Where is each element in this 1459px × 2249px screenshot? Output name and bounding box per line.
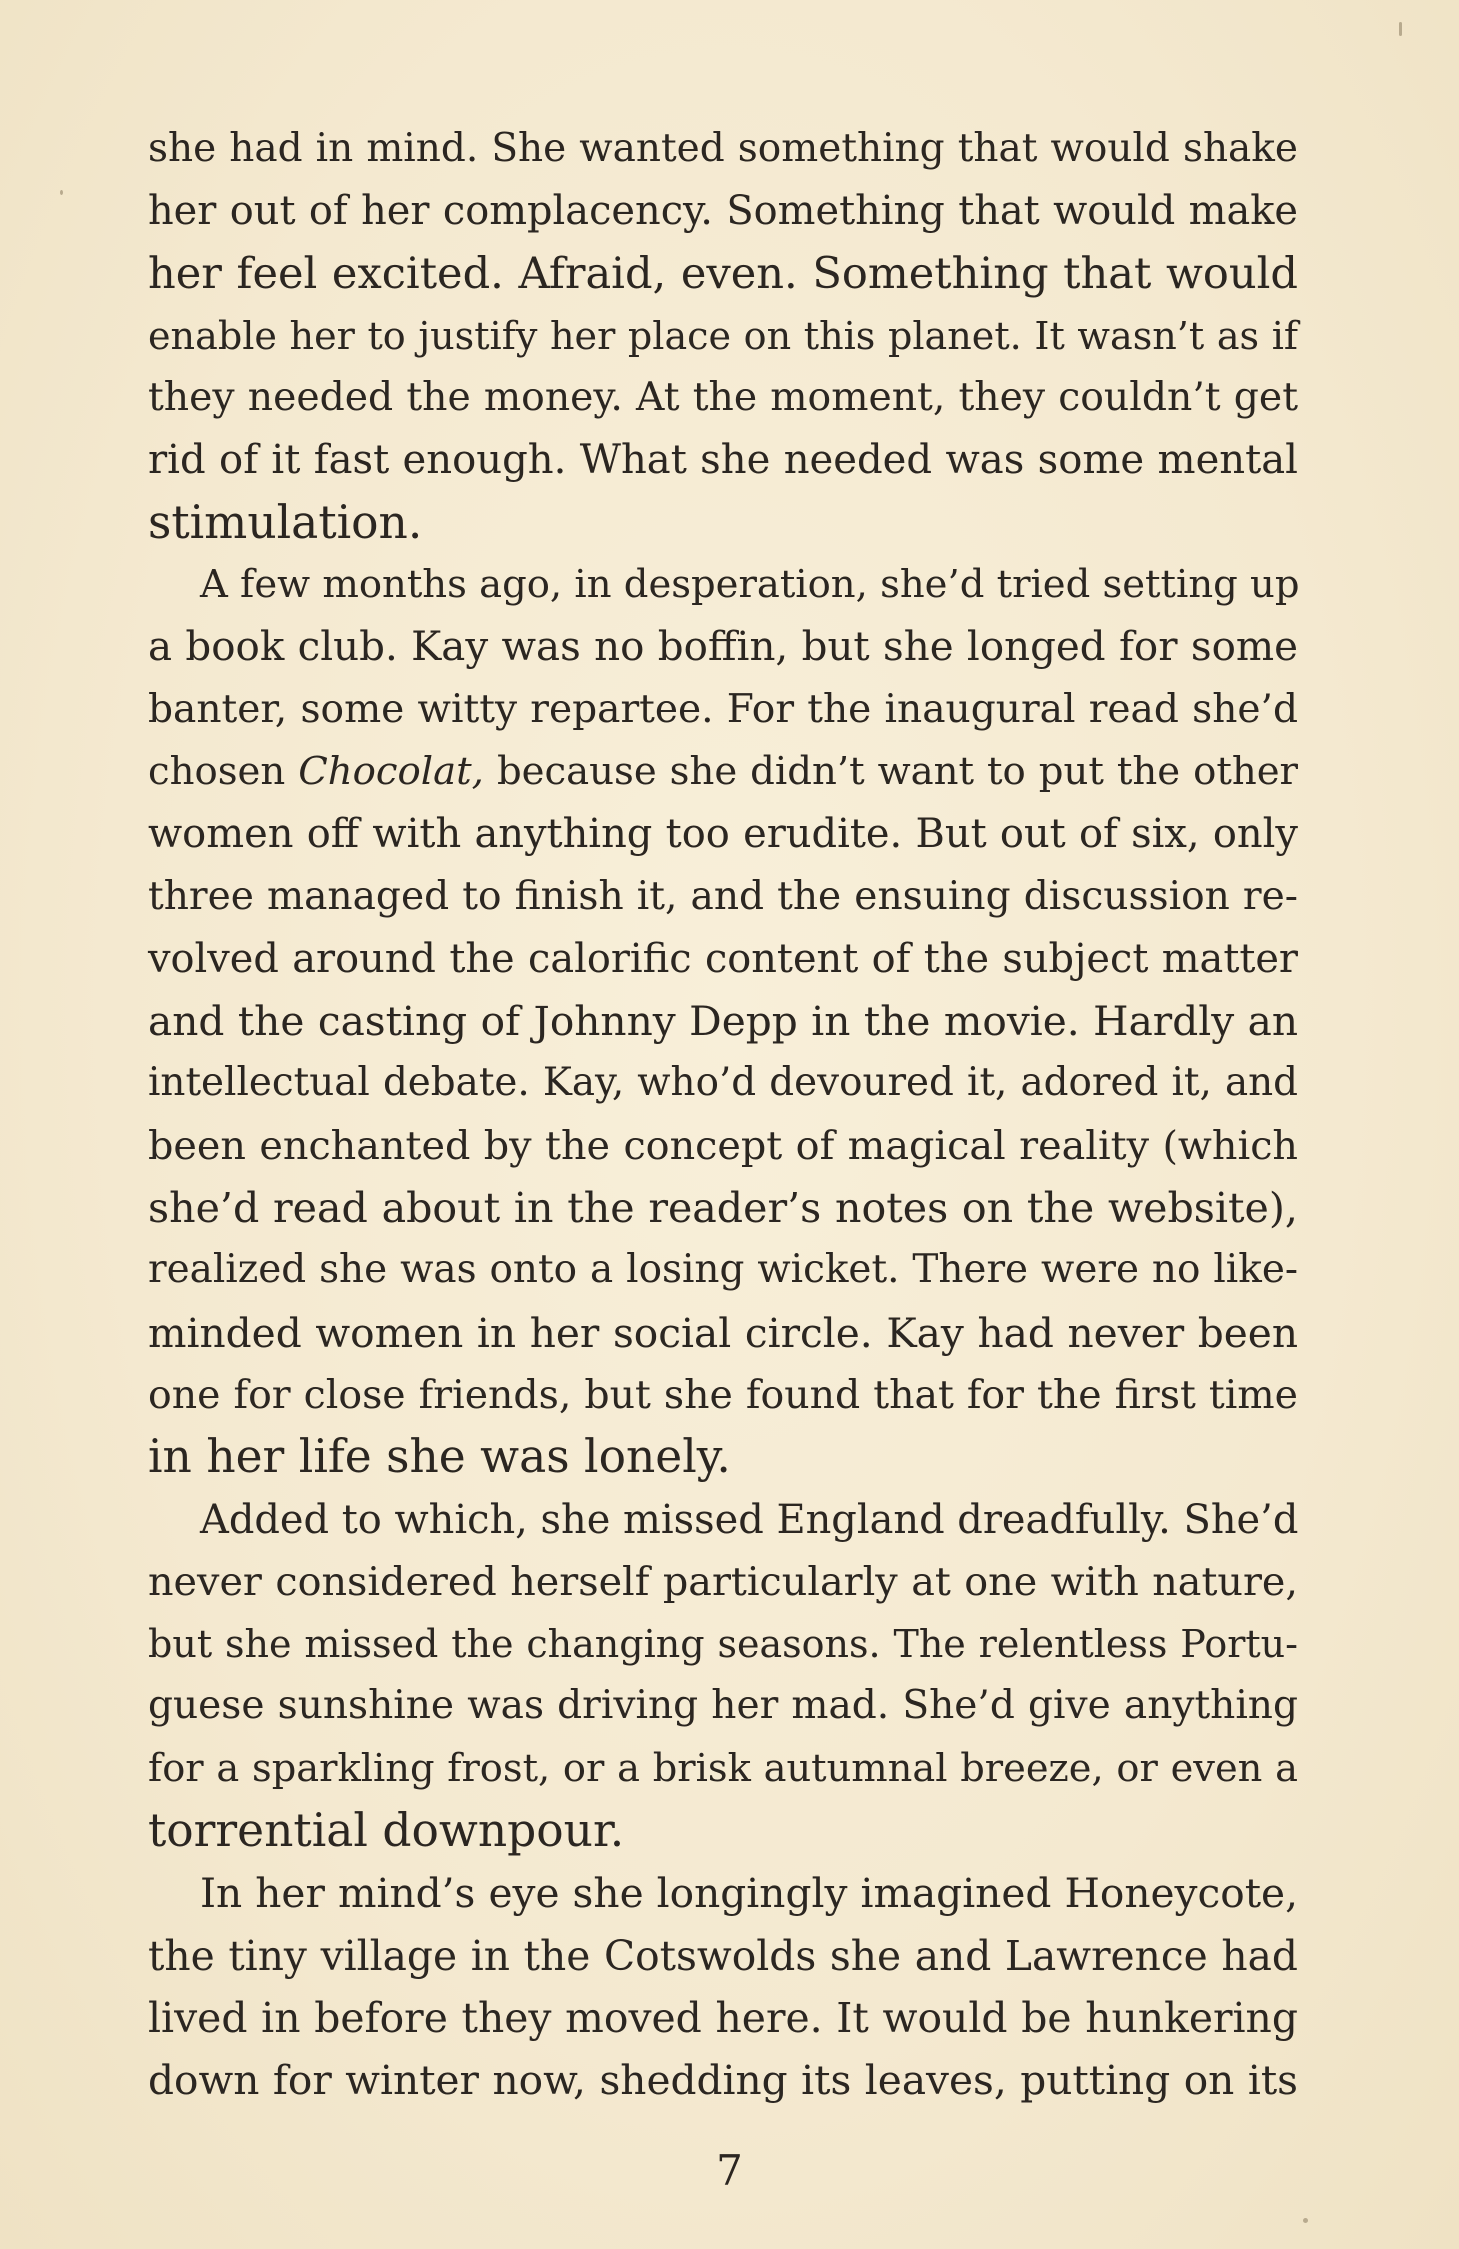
text-line: never considered herself particularly at one with nature, xyxy=(148,1558,1298,1605)
text-line: her out of her complacency. Something that would make xyxy=(148,188,1298,235)
book-title-italic: Chocolat, xyxy=(298,748,484,794)
text-segment: because she didn’t want to put the other xyxy=(496,748,1299,794)
text-line: guese sunshine was driving her mad. She’d give anything xyxy=(148,1683,1298,1729)
body-text xyxy=(148,118,1298,2112)
text-line: enable her to justify her place on this planet. It wasn’t as if xyxy=(148,313,1298,358)
text-line: a book club. Kay was no boffin, but she longed for some xyxy=(148,623,1298,671)
text-line: rid of it fast enough. What she needed was some mental xyxy=(148,437,1298,484)
text-line: but she missed the changing seasons. The relentless Portu- xyxy=(148,1622,1298,1667)
text-line: In her mind’s eye she longingly imagined Honeycote, xyxy=(200,1869,1298,1918)
text-line: women off with anything too erudite. But out of six, only xyxy=(148,811,1298,858)
text-line: lived in before they moved here. It would be hunkering xyxy=(148,1993,1298,2042)
text-line: banter, some witty repartee. For the inaugural read she’d xyxy=(148,686,1298,732)
text-line: down for winter now, shedding its leaves, putting on its xyxy=(148,2056,1298,2105)
text-line: she had in mind. She wanted something that would shake xyxy=(148,126,1298,171)
text-line: for a sparkling frost, or a brisk autumnal breeze, or even a xyxy=(148,1745,1298,1791)
text-line: intellectual debate. Kay, who’d devoured it, adored it, and xyxy=(148,1060,1298,1106)
paper-speck xyxy=(1399,22,1402,36)
text-line-with-title xyxy=(148,741,1298,803)
text-line: realized she was onto a losing wicket. There were no like- xyxy=(148,1247,1298,1293)
text-line: Added to which, she missed England dreadfully. She’d xyxy=(200,1496,1299,1543)
text-line: torrential downpour. xyxy=(148,1804,625,1858)
text-line: and the casting of Johnny Depp in the movie. Hardly an xyxy=(148,997,1298,1046)
text-line: volved around the calorific content of the subject matter xyxy=(148,935,1298,982)
text-line: been enchanted by the concept of magical reality (which xyxy=(148,1122,1298,1169)
text-line: one for close friends, but she found that for the first time xyxy=(148,1371,1298,1418)
text-line: they needed the money. At the moment, they couldn’t get xyxy=(148,375,1298,421)
text-line: in her life she was lonely. xyxy=(148,1430,731,1484)
text-line: A few months ago, in desperation, she’d tried setting up xyxy=(200,562,1300,608)
text-line: minded women in her social circle. Kay had never been xyxy=(148,1308,1298,1357)
text-line: her feel excited. Afraid, even. Something that would xyxy=(148,248,1298,299)
text-line: three managed to finish it, and the ensuing discussion re- xyxy=(148,873,1298,919)
page-number: 7 xyxy=(716,2146,743,2195)
text-line: stimulation. xyxy=(148,495,423,549)
text-line: the tiny village in the Cotswolds she and Lawrence had xyxy=(148,1931,1298,1980)
paper-speck xyxy=(1303,2218,1308,2223)
text-line: she’d read about in the reader’s notes on the website), xyxy=(148,1184,1298,1233)
text-segment: chosen xyxy=(148,748,286,794)
paper-speck xyxy=(60,190,63,195)
